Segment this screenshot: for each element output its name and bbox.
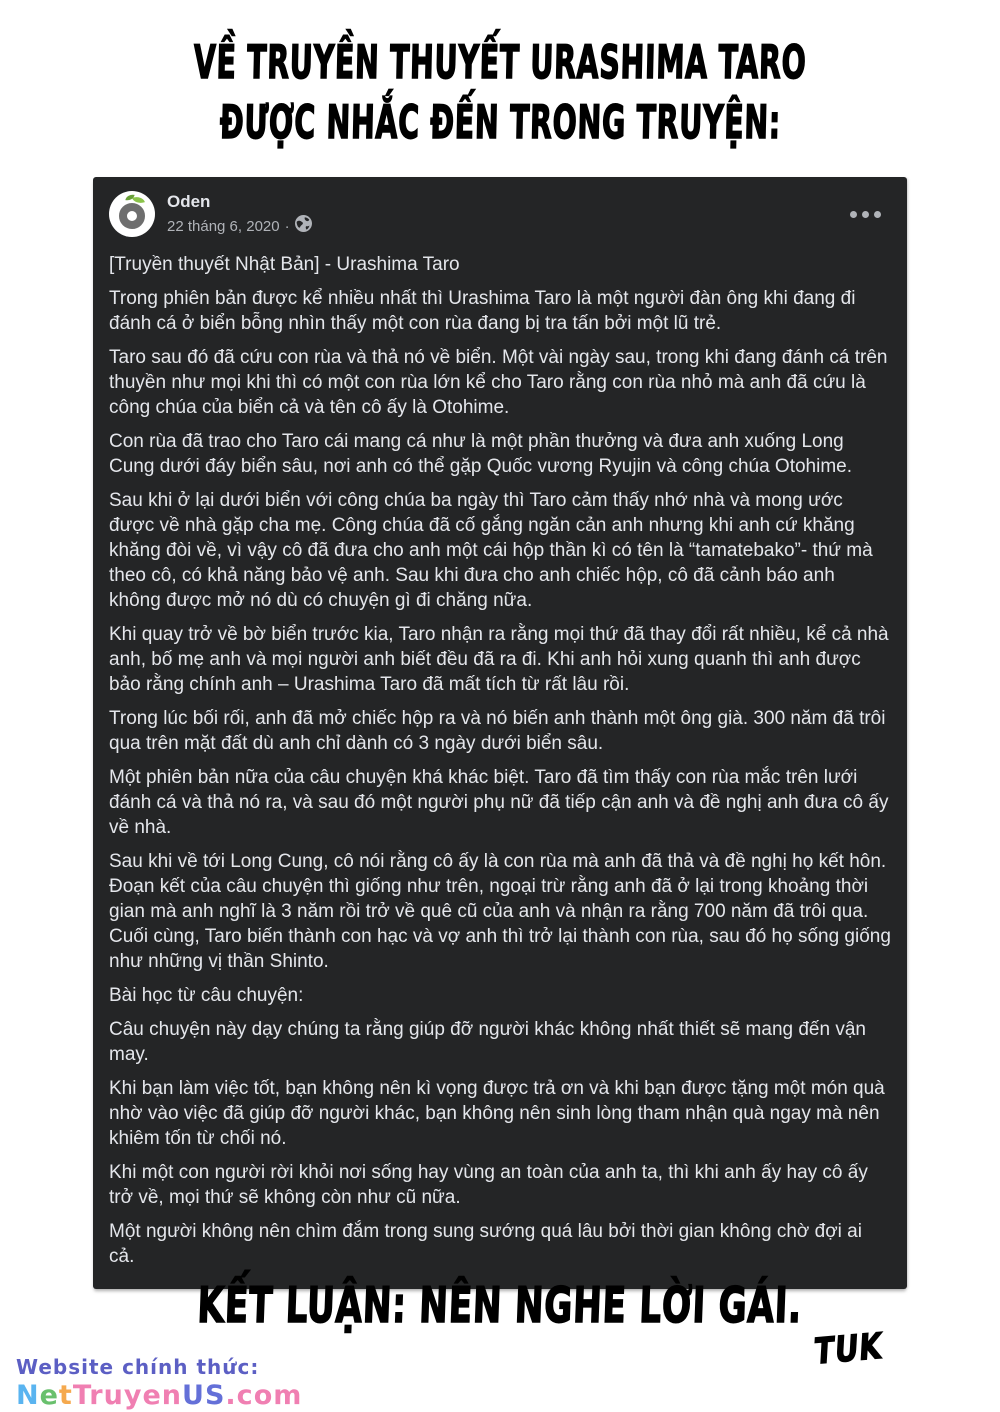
post-paragraph: Một phiên bản nữa của câu chuyện khá khác biệt. Taro đã tìm thấy con rùa mắc trên lưới đánh cá và thả nó ra, và sau đó một người phụ nữ đã tiếp cận anh và đề nghị anh đưa cô ấy về nhà.: [109, 767, 889, 838]
post-options-button[interactable]: [848, 201, 883, 228]
facebook-post-card: [93, 177, 907, 1289]
post-paragraph: Con rùa đã trao cho Taro cái mang cá như là một phần thưởng và đưa anh xuống Long Cung dưới đáy biển sâu, nơi anh có thể gặp Quốc vương Ryujin và công chúa Otohime.: [109, 431, 853, 477]
globe-icon: [295, 215, 312, 238]
timestamp-text: 22 tháng 6, 2020: [167, 217, 280, 235]
conclusion-text: KẾT LUẬN: NÊN NGHE LỜI GÁI.: [196, 1277, 804, 1334]
ellipsis-dot: [874, 211, 881, 218]
title-line-1: VỀ TRUYỀN THUYẾT URASHIMA TARO: [193, 35, 807, 89]
post-paragraph: Bài học từ câu chuyện:: [109, 985, 304, 1006]
post-paragraph: Sau khi ở lại dưới biển với công chúa ba ngày thì Taro cảm thấy nhớ nhà và mong ước được về nhà gặp cha mẹ. Công chúa đã cố gắng ngăn cản anh nhưng khi anh cứ khăng khăng đòi về, vì vậy cô đã đưa cho anh một cái hộp thần kì có tên là “tamatebako”- thứ mà theo cô, có khả năng bảo vệ anh. Sau khi đưa cho anh chiếc hộp, cô đã cảnh báo anh không được mở nó dù có chuyện gì đi chăng nữa.: [109, 490, 873, 611]
post-paragraph: Một người không nên chìm đắm trong sung sướng quá lâu bởi thời gian không chờ đợi ai cả.: [109, 1221, 862, 1267]
post-paragraph: Trong phiên bản được kể nhiều nhất thì Urashima Taro là một người đàn ông khi đang đi đánh cá ở biển bỗng nhìn thấy một con rùa đang bị tra tấn bởi một lũ trẻ.: [109, 288, 856, 334]
watermark-letter: N: [16, 1380, 40, 1411]
timestamp-separator: ·: [284, 217, 290, 235]
avatar[interactable]: [109, 191, 155, 237]
page-title: [0, 32, 1000, 152]
ellipsis-dot: [850, 211, 857, 218]
post-meta: [167, 191, 848, 238]
conclusion-caption: [0, 1276, 1000, 1336]
signature: TUK: [813, 1326, 884, 1373]
post-paragraph: Khi quay trở về bờ biển trước kia, Taro nhận ra rằng mọi thứ đã thay đổi rất nhiều, kể cả nhà anh, bố mẹ anh và mọi người anh biết đều đã ra đi. Khi anh hỏi xung quanh thì anh được bảo rằng chính anh – Urashima Taro đã mất tích từ rất lâu rồi.: [109, 624, 889, 695]
watermark-letter: m: [273, 1380, 303, 1411]
watermark-site: [16, 1381, 302, 1411]
watermark-letter: r: [89, 1380, 104, 1411]
post-paragraph: Trong lúc bối rối, anh đã mở chiếc hộp ra và nó biến anh thành một ông già. 300 năm đã trôi qua trên mặt đất dù anh chỉ dành có 3 ngày dưới biển sâu.: [109, 708, 886, 754]
watermark-letter: y: [123, 1380, 143, 1411]
author-name[interactable]: Oden: [167, 192, 211, 211]
watermark-letter: u: [103, 1380, 124, 1411]
post-paragraph: Sau khi về tới Long Cung, cô nói rằng cô ấy là con rùa mà anh đã thả và đề nghị họ kết hôn. Đoạn kết của câu chuyện thì giống như trên, ngoại trừ rằng anh đã ở lại trong khoảng thời gian mà anh nghĩ là 3 năm rồi trở về quê cũ của anh và nhận ra rằng 700 năm đã trôi qua. Cuối cùng, Taro biến thành con hạc và vợ anh thì trở lại thành con rùa, sau đó họ sống giống như những vị thần Shinto.: [109, 851, 891, 972]
watermark-letter: t: [58, 1380, 73, 1411]
watermark-letter: U: [182, 1380, 205, 1411]
watermark-letter: T: [72, 1380, 90, 1411]
post-paragraph: Khi một con người rời khỏi nơi sống hay vùng an toàn của anh ta, thì khi anh ấy hay cô ấy trở về, mọi thứ sẽ không còn như cũ nữa.: [109, 1162, 868, 1208]
watermark-label: Website chính thức:: [16, 1355, 260, 1379]
oden-logo-icon: [119, 203, 145, 229]
watermark-letter: e: [142, 1380, 162, 1411]
watermark-letter: S: [204, 1380, 226, 1411]
watermark-letter: .: [225, 1380, 237, 1411]
title-line-2: ĐƯỢC NHẮC ĐẾN TRONG TRUYỆN:: [218, 95, 782, 149]
watermark-letter: n: [161, 1380, 183, 1411]
post-timestamp[interactable]: [167, 215, 848, 238]
post-paragraph: Câu chuyện này dạy chúng ta rằng giúp đỡ người khác không nhất thiết sẽ mang đến vận may.: [109, 1019, 866, 1065]
post-paragraph: Taro sau đó đã cứu con rùa và thả nó về biển. Một vài ngày sau, trong khi đang đánh cá trên thuyền như mọi khi thì có một con rùa lớn kể cho Taro rằng con rùa nhỏ mà anh đã cứu là công chúa của biển cả và tên cô ấy là Otohime.: [109, 347, 888, 418]
post-header: [109, 191, 891, 238]
post-paragraph: Khi bạn làm việc tốt, bạn không nên kì vọng được trả ơn và khi bạn được tặng một món quà nhờ vào việc đã giúp đỡ người khác, bạn không nên sinh lòng tham nhận quà ngay mà nên khiêm tốn từ chối nó.: [109, 1078, 885, 1149]
watermark-letter: c: [236, 1380, 254, 1411]
watermark: [16, 1355, 302, 1411]
post-body: [109, 252, 891, 1269]
post-paragraph: [Truyền thuyết Nhật Bản] - Urashima Taro: [109, 254, 460, 275]
ellipsis-dot: [862, 211, 869, 218]
watermark-letter: o: [253, 1380, 274, 1411]
watermark-letter: e: [39, 1380, 59, 1411]
